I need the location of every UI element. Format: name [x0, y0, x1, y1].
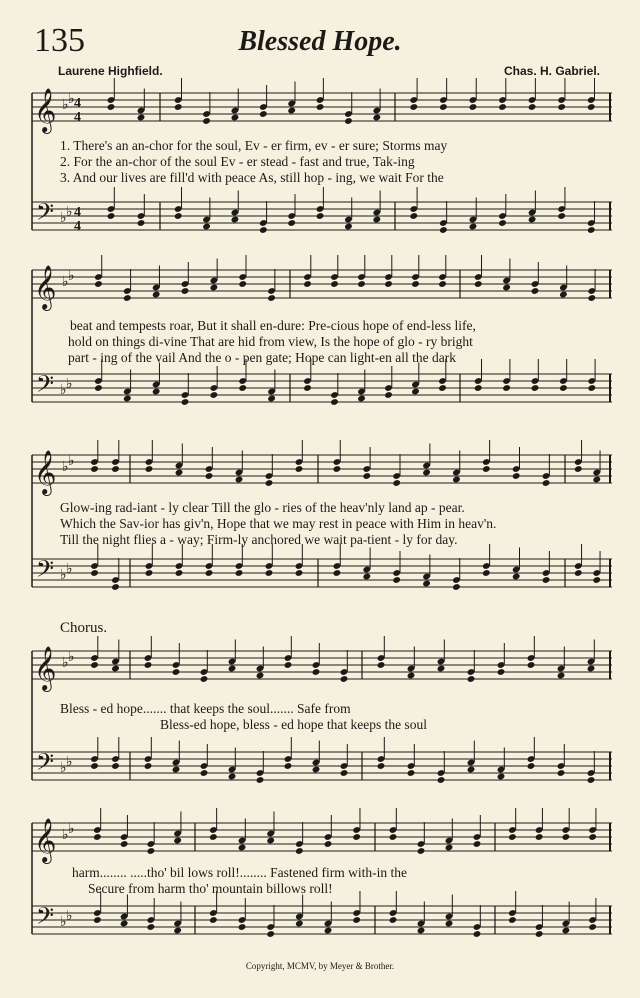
- lyric-line-s4-v2: Bless-ed hope, bless - ed hope that keeps the soul: [160, 717, 427, 732]
- treble-note: [107, 103, 116, 111]
- treble-note: [469, 103, 478, 111]
- treble-note: [238, 844, 247, 852]
- treble-staff-s2: [32, 270, 612, 298]
- lyric-line-s2-v3: part - ing of the vail And the o - pen gate; Hope can light-en all the dark: [68, 350, 456, 365]
- bass-note: [266, 930, 275, 938]
- treble-note: [205, 472, 214, 480]
- bass-note: [111, 583, 120, 591]
- treble-note: [333, 465, 342, 473]
- time-signature: 4: [74, 219, 81, 234]
- bass-note: [90, 762, 99, 770]
- bass-note: [473, 930, 482, 938]
- treble-note: [528, 103, 537, 111]
- bass-note: [535, 930, 544, 938]
- treble-clef-icon: 𝄞: [34, 646, 57, 690]
- bass-note: [352, 916, 361, 924]
- treble-note: [445, 844, 454, 852]
- flat-sign-icon: ♭: [60, 382, 67, 398]
- bass-note: [287, 219, 296, 227]
- lyric-line-s5-v1: harm........ .....tho' bil lows roll!........ Fastened firm with-in the: [72, 865, 408, 880]
- bass-note: [357, 395, 366, 403]
- bass-note: [411, 388, 420, 396]
- copyright-notice: Copyright, MCMV, by Meyer & Brother.: [245, 961, 395, 971]
- bass-note: [238, 384, 247, 392]
- treble-note: [417, 847, 426, 855]
- flat-sign-icon: ♭: [68, 268, 75, 284]
- bass-note: [392, 576, 401, 584]
- treble-note: [295, 847, 304, 855]
- bass-note: [333, 569, 342, 577]
- bass-clef-icon: 𝄢: [36, 198, 55, 231]
- bass-note: [93, 916, 102, 924]
- treble-note: [557, 672, 566, 680]
- treble-note: [228, 665, 237, 673]
- treble-note: [531, 287, 540, 295]
- flat-sign-icon: ♭: [62, 655, 69, 671]
- bass-note: [175, 569, 184, 577]
- chorus-label: Chorus.: [60, 620, 108, 636]
- treble-note: [498, 103, 507, 111]
- bass-note: [330, 398, 339, 406]
- treble-note: [210, 284, 219, 292]
- flat-sign-icon: ♭: [62, 827, 69, 843]
- bass-note: [205, 569, 214, 577]
- bass-note: [324, 927, 333, 935]
- bass-note: [123, 395, 132, 403]
- treble-note: [94, 280, 103, 288]
- bass-note: [316, 212, 325, 220]
- treble-note: [111, 665, 120, 673]
- treble-note: [502, 284, 511, 292]
- bass-note: [497, 773, 506, 781]
- bass-note: [439, 226, 448, 234]
- treble-note: [238, 280, 247, 288]
- bass-note: [508, 916, 517, 924]
- treble-note: [557, 103, 566, 111]
- lyricist-credit: Laurene Highfield.: [58, 64, 163, 78]
- treble-note: [265, 479, 274, 487]
- treble-note: [152, 291, 161, 299]
- treble-clef-icon: 𝄞: [34, 265, 57, 309]
- treble-note: [535, 833, 544, 841]
- bass-note: [340, 769, 349, 777]
- bass-note: [107, 212, 116, 220]
- treble-note: [574, 465, 583, 473]
- bass-note: [482, 569, 491, 577]
- flat-sign-icon: ♭: [66, 561, 73, 577]
- treble-note: [437, 665, 446, 673]
- bass-note: [531, 384, 540, 392]
- lyric-line-s1-v2: 2. For the an-chor of the soul Ev - er stead - fast and true, Tak-ing: [60, 154, 415, 169]
- bass-note: [469, 223, 478, 231]
- bass-note: [587, 384, 596, 392]
- bass-clef-icon: 𝄢: [36, 555, 55, 588]
- bass-note: [228, 773, 237, 781]
- flat-sign-icon: ♭: [62, 97, 69, 113]
- treble-clef-icon: 𝄞: [34, 88, 57, 132]
- treble-note: [474, 280, 483, 288]
- bass-note: [295, 920, 304, 928]
- treble-note: [259, 110, 268, 118]
- treble-note: [145, 465, 154, 473]
- bass-clef-icon: 𝄢: [36, 902, 55, 935]
- treble-note: [202, 117, 211, 125]
- composer-credit: Chas. H. Gabriel.: [503, 64, 600, 78]
- lyric-line-s4-v1: Bless - ed hope....... that keeps the soul....... Safe from: [60, 701, 351, 716]
- treble-note: [303, 280, 312, 288]
- treble-note: [231, 114, 240, 122]
- bass-note: [231, 216, 240, 224]
- treble-note: [587, 103, 596, 111]
- treble-note: [411, 280, 420, 288]
- bass-note: [417, 927, 426, 935]
- bass-note: [512, 573, 521, 581]
- treble-note: [587, 665, 596, 673]
- treble-clef-icon: 𝄞: [34, 450, 57, 494]
- bass-note: [574, 569, 583, 577]
- bass-note: [445, 920, 454, 928]
- bass-note: [422, 580, 431, 588]
- treble-note: [467, 675, 476, 683]
- flat-sign-icon: ♭: [68, 91, 75, 107]
- treble-clef-icon: 𝄞: [34, 818, 57, 862]
- treble-note: [527, 661, 536, 669]
- lyric-line-s2-v1: beat and tempests roar, But it shall en-dure: Pre-cious hope of end-less life,: [70, 318, 476, 333]
- bass-note: [284, 762, 293, 770]
- bass-note: [407, 769, 416, 777]
- treble-note: [284, 661, 293, 669]
- bass-note: [147, 923, 156, 931]
- bass-note: [437, 776, 446, 784]
- bass-note: [377, 762, 386, 770]
- treble-note: [330, 280, 339, 288]
- treble-note: [312, 668, 321, 676]
- bass-staff-s2: [32, 374, 612, 402]
- bass-note: [562, 927, 571, 935]
- treble-note: [209, 833, 218, 841]
- bass-note: [438, 384, 447, 392]
- hymn-number: 135: [34, 22, 85, 59]
- treble-note: [316, 103, 325, 111]
- hymn-title: Blessed Hope.: [238, 26, 402, 57]
- treble-note: [438, 280, 447, 288]
- treble-note: [377, 661, 386, 669]
- treble-note: [372, 114, 381, 122]
- flat-sign-icon: ♭: [62, 274, 69, 290]
- bass-note: [303, 384, 312, 392]
- bass-note: [559, 384, 568, 392]
- treble-note: [542, 479, 551, 487]
- lyric-line-s3-v2: Which the Sav-ior has giv'n, Hope that we may rest in peace with Him in heav'n.: [60, 516, 497, 531]
- time-signature: 4: [74, 205, 81, 220]
- bass-note: [452, 583, 461, 591]
- bass-note: [259, 226, 268, 234]
- lyric-line-s1-v3: 3. And our lives are fill'd with peace As, still hop - ing, we wait For the: [60, 170, 444, 185]
- treble-note: [362, 472, 371, 480]
- treble-note: [90, 661, 99, 669]
- treble-note: [287, 107, 296, 115]
- lyric-line-s2-v2: hold on things di-vine That are hid from view, Is the hope of glo - ry bright: [68, 334, 473, 349]
- treble-note: [512, 472, 521, 480]
- bass-note: [542, 576, 551, 584]
- treble-note: [592, 476, 601, 484]
- treble-note: [111, 465, 120, 473]
- bass-note: [267, 395, 276, 403]
- bass-note: [145, 569, 154, 577]
- bass-clef-icon: 𝄢: [36, 370, 55, 403]
- flat-sign-icon: ♭: [66, 754, 73, 770]
- lyric-line-s3-v3: Till the night flies a - way; Firm-ly anchored we wait pa-tient - ly for day.: [60, 532, 458, 547]
- bass-note: [202, 223, 211, 231]
- bass-note: [557, 212, 566, 220]
- treble-note: [344, 117, 353, 125]
- treble-staff-s5: [32, 823, 612, 851]
- treble-note: [173, 837, 182, 845]
- treble-note: [407, 672, 416, 680]
- bass-note: [474, 384, 483, 392]
- flat-sign-icon: ♭: [60, 760, 67, 776]
- time-signature: 4: [74, 110, 81, 125]
- treble-note: [174, 103, 183, 111]
- treble-note: [123, 294, 132, 302]
- treble-note: [295, 465, 304, 473]
- bass-note: [174, 212, 183, 220]
- treble-note: [324, 840, 333, 848]
- treble-note: [482, 465, 491, 473]
- treble-note: [439, 103, 448, 111]
- bass-note: [344, 223, 353, 231]
- bass-note: [527, 762, 536, 770]
- treble-note: [175, 469, 184, 477]
- bass-note: [498, 219, 507, 227]
- bass-note: [265, 569, 274, 577]
- bass-clef-icon: 𝄢: [36, 748, 55, 781]
- treble-note: [392, 479, 401, 487]
- bass-note: [90, 569, 99, 577]
- treble-note: [452, 476, 461, 484]
- treble-note: [200, 675, 209, 683]
- bass-note: [587, 776, 596, 784]
- treble-note: [422, 469, 431, 477]
- bass-note: [372, 216, 381, 224]
- treble-note: [181, 287, 190, 295]
- bass-note: [409, 212, 418, 220]
- treble-note: [384, 280, 393, 288]
- flat-sign-icon: ♭: [68, 821, 75, 837]
- lyric-line-s3-v1: Glow-ing rad-iant - ly clear Till the glo - ries of the heav'nly land ap - pear.: [60, 500, 465, 515]
- bass-note: [557, 769, 566, 777]
- lyric-line-s1-v1: 1. There's an an-chor for the soul, Ev - er firm, ev - er sure; Storms may: [60, 138, 448, 153]
- treble-note: [588, 833, 597, 841]
- bass-note: [137, 219, 146, 227]
- bass-note: [152, 388, 161, 396]
- flat-sign-icon: ♭: [68, 649, 75, 665]
- bass-note: [173, 927, 182, 935]
- treble-note: [559, 291, 568, 299]
- flat-sign-icon: ♭: [66, 376, 73, 392]
- treble-note: [587, 294, 596, 302]
- flat-sign-icon: ♭: [60, 210, 67, 226]
- treble-note: [266, 837, 275, 845]
- flat-sign-icon: ♭: [62, 459, 69, 475]
- treble-note: [137, 114, 146, 122]
- flat-sign-icon: ♭: [60, 567, 67, 583]
- bass-note: [111, 762, 120, 770]
- bass-note: [256, 776, 265, 784]
- treble-note: [93, 833, 102, 841]
- treble-note: [172, 668, 181, 676]
- bass-note: [389, 916, 398, 924]
- treble-note: [352, 833, 361, 841]
- treble-note: [508, 833, 517, 841]
- treble-note: [497, 668, 506, 676]
- treble-note: [389, 833, 398, 841]
- treble-note: [256, 672, 265, 680]
- flat-sign-icon: ♭: [66, 908, 73, 924]
- bass-note: [172, 766, 181, 774]
- treble-note: [235, 476, 244, 484]
- bass-note: [144, 762, 153, 770]
- bass-note: [210, 391, 219, 399]
- bass-note: [588, 923, 597, 931]
- flat-sign-icon: ♭: [66, 204, 73, 220]
- bass-note: [587, 226, 596, 234]
- bass-note: [181, 398, 190, 406]
- bass-note: [592, 576, 601, 584]
- treble-note: [409, 103, 418, 111]
- treble-note: [267, 294, 276, 302]
- treble-note: [120, 840, 129, 848]
- time-signature: 4: [74, 96, 81, 111]
- bass-note: [94, 384, 103, 392]
- bass-note: [235, 569, 244, 577]
- bass-note: [209, 916, 218, 924]
- treble-note: [144, 661, 153, 669]
- flat-sign-icon: ♭: [68, 453, 75, 469]
- flat-sign-icon: ♭: [60, 914, 67, 930]
- treble-note: [562, 833, 571, 841]
- bass-note: [120, 920, 129, 928]
- bass-note: [467, 766, 476, 774]
- bass-staff-s5: [32, 906, 612, 934]
- treble-note: [357, 280, 366, 288]
- treble-note: [90, 465, 99, 473]
- bass-note: [238, 923, 247, 931]
- lyric-line-s5-v2: Secure from harm tho' mountain billows roll!: [88, 881, 333, 896]
- treble-note: [147, 847, 156, 855]
- bass-note: [200, 769, 209, 777]
- bass-note: [362, 573, 371, 581]
- bass-note: [295, 569, 304, 577]
- bass-note: [502, 384, 511, 392]
- bass-note: [312, 766, 321, 774]
- treble-note: [340, 675, 349, 683]
- bass-note: [384, 391, 393, 399]
- treble-note: [473, 840, 482, 848]
- bass-note: [528, 216, 537, 224]
